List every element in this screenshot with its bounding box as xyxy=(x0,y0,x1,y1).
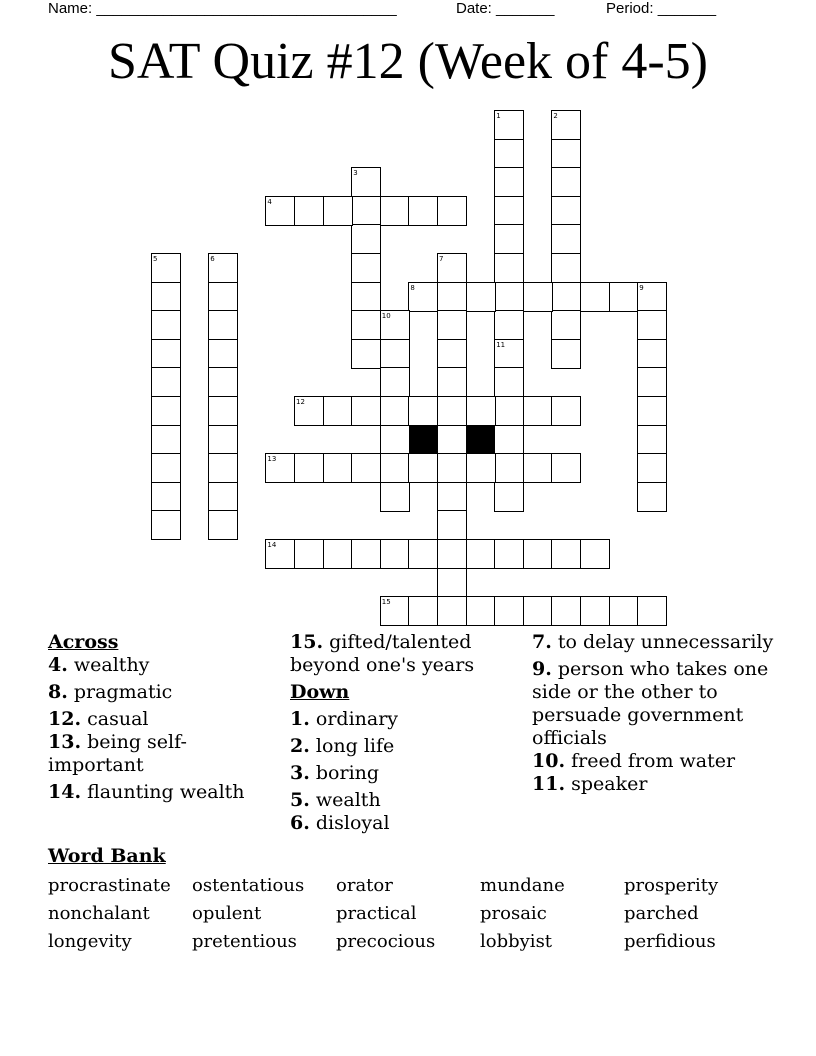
word-bank-item: parched xyxy=(624,903,699,924)
word-bank-item: prosaic xyxy=(480,903,547,924)
across-clues xyxy=(48,631,273,804)
crossword-cell[interactable] xyxy=(523,596,553,626)
crossword-cell[interactable] xyxy=(437,596,467,626)
clue-number: 15 xyxy=(381,598,391,607)
crossword-cell[interactable] xyxy=(380,482,410,512)
clue-number: 11 xyxy=(496,340,506,349)
crossword-cell[interactable] xyxy=(494,196,524,226)
crossword-cell[interactable] xyxy=(323,396,353,426)
crossword-cell[interactable] xyxy=(408,396,438,426)
clue-number: 9 xyxy=(639,283,644,292)
crossword-cell[interactable] xyxy=(380,396,410,426)
clue-across-4: 4. wealthy xyxy=(48,654,150,676)
crossword-cell[interactable] xyxy=(494,139,524,169)
clue-down-2: 2. long life xyxy=(290,735,395,757)
crossword-cell[interactable] xyxy=(437,568,467,598)
clue-down-6: 6. disloyal xyxy=(290,812,390,834)
crossword-cell[interactable] xyxy=(494,482,524,512)
word-bank-item: procrastinate xyxy=(48,875,171,896)
clue-across-12: 12. casual xyxy=(48,708,149,730)
crossword-cell[interactable] xyxy=(523,539,553,569)
crossword-cell[interactable] xyxy=(551,396,581,426)
crossword-cell[interactable] xyxy=(151,510,181,540)
crossword-cell[interactable] xyxy=(208,482,238,512)
word-bank-item: orator xyxy=(336,875,393,896)
crossword-cell[interactable] xyxy=(494,282,524,312)
clue-number: 10 xyxy=(381,312,391,321)
crossword-cell[interactable] xyxy=(351,396,381,426)
crossword-cell[interactable] xyxy=(380,425,410,455)
header xyxy=(48,0,768,20)
crossword-cell[interactable] xyxy=(437,367,467,397)
crossword-cell[interactable] xyxy=(551,196,581,226)
crossword-cell[interactable] xyxy=(637,396,667,426)
crossword-cell[interactable] xyxy=(380,367,410,397)
crossword-cell[interactable] xyxy=(637,339,667,369)
crossword-cell[interactable] xyxy=(294,196,324,226)
crossword-cell[interactable] xyxy=(380,596,410,626)
crossword-cell[interactable] xyxy=(551,139,581,169)
crossword-cell[interactable] xyxy=(208,282,238,312)
clue-number: 6 xyxy=(210,255,215,263)
crossword-cell[interactable] xyxy=(437,310,467,340)
crossword-cell[interactable] xyxy=(380,310,410,340)
clue-number: 1 xyxy=(496,112,501,120)
crossword-cell[interactable] xyxy=(208,367,238,397)
clue-number: 8 xyxy=(410,283,415,292)
black-square xyxy=(467,426,495,454)
mid-clues xyxy=(290,631,505,835)
crossword-cell[interactable] xyxy=(551,282,581,312)
crossword-cell[interactable] xyxy=(437,396,467,426)
crossword-cell[interactable] xyxy=(408,196,438,226)
crossword-cell[interactable] xyxy=(351,339,381,369)
word-bank-item: pretentious xyxy=(192,931,297,952)
word-bank-heading: Word Bank xyxy=(48,845,166,867)
crossword-cell[interactable] xyxy=(323,539,353,569)
word-bank-item: nonchalant xyxy=(48,903,150,924)
crossword-cell[interactable] xyxy=(437,539,467,569)
crossword-cell[interactable] xyxy=(609,596,639,626)
clue-number: 7 xyxy=(439,255,444,263)
crossword-cell[interactable] xyxy=(208,339,238,369)
crossword-cell[interactable] xyxy=(151,367,181,397)
crossword-cell[interactable] xyxy=(551,310,581,340)
clue-down-10: 10. freed from water xyxy=(532,750,736,772)
down-heading: Down xyxy=(290,681,350,703)
word-bank-item: precocious xyxy=(336,931,436,952)
crossword-cell[interactable] xyxy=(494,596,524,626)
crossword-cell[interactable] xyxy=(551,167,581,197)
crossword-cell[interactable] xyxy=(351,453,381,483)
clue-across-8: 8. pragmatic xyxy=(48,681,173,703)
word-bank-item: longevity xyxy=(48,931,132,952)
crossword-cell[interactable] xyxy=(437,196,467,226)
word-bank-item: lobbyist xyxy=(480,931,553,952)
word-bank-item: ostentatious xyxy=(192,875,305,896)
crossword-cell[interactable] xyxy=(637,282,667,312)
crossword-cell[interactable] xyxy=(637,482,667,512)
crossword-cell[interactable] xyxy=(208,310,238,340)
crossword-cell[interactable] xyxy=(323,453,353,483)
crossword-cell[interactable] xyxy=(494,396,524,426)
crossword-cell[interactable] xyxy=(351,539,381,569)
crossword-cell[interactable] xyxy=(551,224,581,254)
crossword-cell[interactable] xyxy=(494,425,524,455)
crossword-cell[interactable] xyxy=(208,510,238,540)
word-bank-item: perfidious xyxy=(624,931,716,952)
right-clues xyxy=(532,631,777,796)
crossword-cell[interactable] xyxy=(494,110,524,140)
crossword-cell[interactable] xyxy=(408,596,438,626)
crossword-cell[interactable] xyxy=(437,425,467,455)
crossword-cell[interactable] xyxy=(351,310,381,340)
crossword-cell[interactable] xyxy=(637,425,667,455)
crossword-cell[interactable] xyxy=(208,253,238,283)
crossword-cell[interactable] xyxy=(351,167,381,197)
crossword-cell[interactable] xyxy=(437,253,467,283)
crossword-cell[interactable] xyxy=(380,539,410,569)
crossword-cell[interactable] xyxy=(580,596,610,626)
crossword-cell[interactable] xyxy=(551,453,581,483)
crossword-cell[interactable] xyxy=(208,453,238,483)
crossword-cell[interactable] xyxy=(437,453,467,483)
crossword-cell[interactable] xyxy=(437,482,467,512)
crossword-cell[interactable] xyxy=(494,539,524,569)
crossword-cell[interactable] xyxy=(351,253,381,283)
crossword-cell[interactable] xyxy=(523,396,553,426)
clue-down-1: 1. ordinary xyxy=(290,708,399,730)
crossword-cell[interactable] xyxy=(551,110,581,140)
clue-down-3: 3. boring xyxy=(290,762,380,784)
date-field[interactable]: Date: _______ xyxy=(456,0,555,17)
crossword-cell[interactable] xyxy=(151,310,181,340)
crossword-cell[interactable] xyxy=(580,282,610,312)
crossword-cell[interactable] xyxy=(637,596,667,626)
crossword-cell[interactable] xyxy=(294,453,324,483)
name-field[interactable]: Name: ____________________________________ xyxy=(48,0,397,17)
crossword-cell[interactable] xyxy=(265,539,295,569)
clue-number: 4 xyxy=(267,197,272,206)
clue-number: 14 xyxy=(267,541,277,549)
word-bank-item: practical xyxy=(336,903,417,924)
crossword-cell[interactable] xyxy=(380,453,410,483)
crossword-cell[interactable] xyxy=(466,539,496,569)
crossword-cell[interactable] xyxy=(408,282,438,312)
clue-number: 3 xyxy=(353,169,358,178)
crossword-cell[interactable] xyxy=(551,596,581,626)
crossword-cell[interactable] xyxy=(265,453,295,483)
crossword-cell[interactable] xyxy=(580,539,610,569)
crossword-cell[interactable] xyxy=(151,339,181,369)
crossword-cell[interactable] xyxy=(437,282,467,312)
crossword-cell[interactable] xyxy=(551,339,581,369)
clue-down-5: 5. wealth xyxy=(290,789,381,811)
crossword-cell[interactable] xyxy=(151,253,181,283)
crossword-cell[interactable] xyxy=(494,253,524,283)
crossword-cell[interactable] xyxy=(380,339,410,369)
crossword-cell[interactable] xyxy=(494,339,524,369)
page-title: SAT Quiz #12 (Week of 4-5) xyxy=(108,33,708,90)
crossword-cell[interactable] xyxy=(408,453,438,483)
clue-down-9: 9. person who takes one side or the other to persuade government officials xyxy=(532,658,769,749)
crossword-cell[interactable] xyxy=(265,196,295,226)
period-field[interactable]: Period: _______ xyxy=(606,0,717,17)
crossword-cell[interactable] xyxy=(380,196,410,226)
crossword-cell[interactable] xyxy=(637,453,667,483)
crossword-cell[interactable] xyxy=(294,539,324,569)
crossword-cell[interactable] xyxy=(208,425,238,455)
crossword-cell[interactable] xyxy=(551,253,581,283)
crossword-cell[interactable] xyxy=(494,310,524,340)
crossword-cell[interactable] xyxy=(466,282,496,312)
crossword-cell[interactable] xyxy=(208,396,238,426)
word-bank-item: opulent xyxy=(192,903,262,924)
clue-across-14: 14. flaunting wealth xyxy=(48,781,245,803)
clue-down-7: 7. to delay unnecessarily xyxy=(532,631,774,653)
clue-down-11: 11. speaker xyxy=(532,773,648,795)
crossword-cell[interactable] xyxy=(151,453,181,483)
clue-number: 2 xyxy=(553,112,558,120)
crossword-cell[interactable] xyxy=(494,224,524,254)
word-bank-item: mundane xyxy=(480,875,565,896)
clue-number: 5 xyxy=(153,255,158,263)
crossword-cell[interactable] xyxy=(494,167,524,197)
crossword-cell[interactable] xyxy=(294,396,324,426)
crossword-cell[interactable] xyxy=(151,482,181,512)
crossword-cell[interactable] xyxy=(523,453,553,483)
crossword-cell[interactable] xyxy=(151,425,181,455)
crossword-cell[interactable] xyxy=(609,282,639,312)
clue-number: 12 xyxy=(296,398,305,406)
crossword-cell[interactable] xyxy=(151,396,181,426)
crossword-cell[interactable] xyxy=(494,367,524,397)
clue-across-15: 15. gifted/talented beyond one's years xyxy=(290,631,475,676)
crossword-cell[interactable] xyxy=(437,339,467,369)
crossword-cell[interactable] xyxy=(323,196,353,226)
clue-across-13: 13. being self-important xyxy=(48,731,187,776)
crossword-cell[interactable] xyxy=(466,453,496,483)
crossword-cell[interactable] xyxy=(351,224,381,254)
crossword-cell[interactable] xyxy=(637,310,667,340)
crossword-cell[interactable] xyxy=(466,596,496,626)
word-bank-item: prosperity xyxy=(624,875,719,896)
crossword-cell[interactable] xyxy=(437,510,467,540)
crossword-cell[interactable] xyxy=(494,453,524,483)
crossword-cell[interactable] xyxy=(637,367,667,397)
crossword-cell[interactable] xyxy=(523,282,553,312)
crossword-cell[interactable] xyxy=(551,539,581,569)
crossword-cell[interactable] xyxy=(466,396,496,426)
crossword-cell[interactable] xyxy=(351,196,381,226)
crossword-cell[interactable] xyxy=(408,539,438,569)
crossword-cell[interactable] xyxy=(351,282,381,312)
crossword-cell[interactable] xyxy=(151,282,181,312)
clue-number: 13 xyxy=(267,455,277,464)
across-heading: Across xyxy=(48,631,119,653)
black-square xyxy=(409,426,437,454)
